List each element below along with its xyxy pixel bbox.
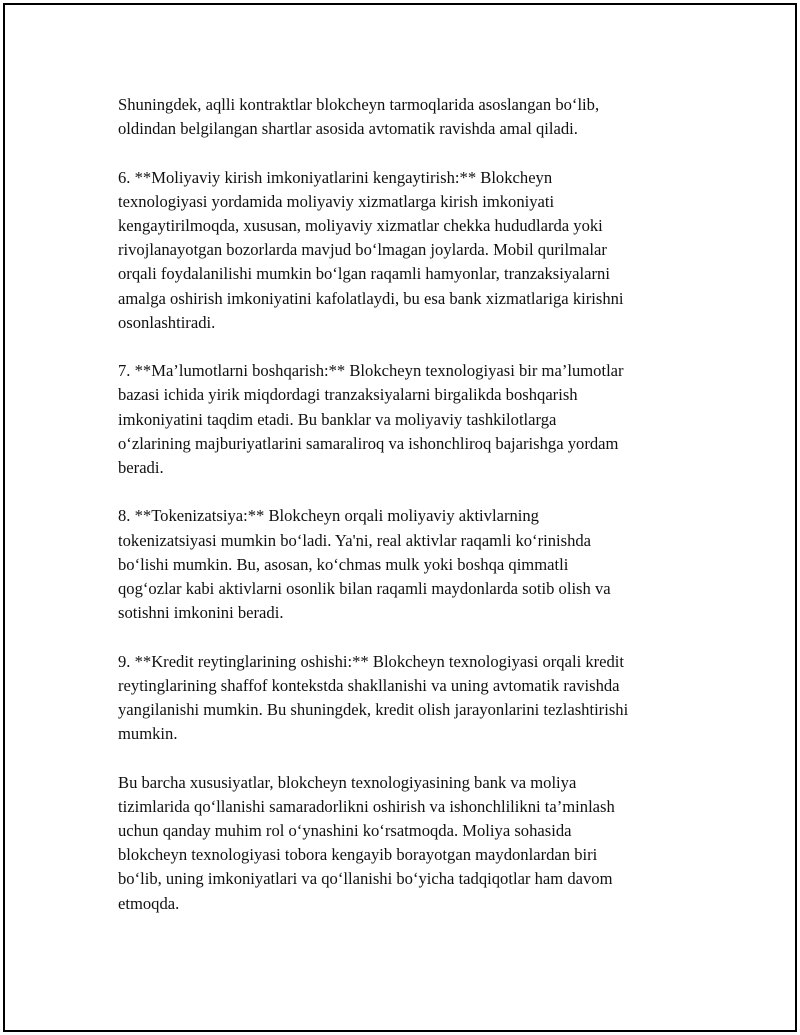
- paragraph-credit-ratings: 9. **Kredit reytinglarining oshishi:** Blokcheyn texnologiyasi orqali kredit reytinglarining shaffof kontekstda shakllanishi va uning avtomatik ravishda yangilanishi mumkin. Bu shuningdek, kredit olish jarayonlarini tezlashtirishi mumkin.: [118, 651, 629, 744]
- paragraph-smart-contracts: Shuningdek, aqlli kontraktlar blokcheyn tarmoqlarida asoslangan bo‘lib, oldindan belgilangan shartlar asosida avtomatik ravishda amal qiladi.: [118, 95, 600, 139]
- document-body: [118, 93, 698, 940]
- paragraph-data-management: 7. **Ma’lumotlarni boshqarish:** Blokcheyn texnologiyasi bir ma’lumotlar bazasi ichida yirik miqdordagi tranzaksiyalarni birgalikda boshqarish imkoniyatini taqdim etadi. Bu banklar va moliyaviy tashkilotlarga o‘zlarining majburiyatlarini samaraliroq va ishonchliroq bajarishga yordam beradi.: [118, 361, 624, 478]
- paragraph-conclusion: Bu barcha xususiyatlar, blokcheyn texnologiyasining bank va moliya tizimlarida qo‘llanishi samaradorlikni oshirish va ishonchlilikni ta’minlash uchun qanday muhim rol o‘ynashini ko‘rsatmoqda. Moliya sohasida blokcheyn texnologiyasi tobora kengayib borayotgan maydonlardan biri bo‘lib, uning imkoniyatlari va qo‘llanishi bo‘yicha tadqiqotlar ham davom etmoqda.: [118, 772, 615, 913]
- paragraph-tokenization: 8. **Tokenizatsiya:** Blokcheyn orqali moliyaviy aktivlarning tokenizatsiyasi mumkin bo‘ladi. Ya'ni, real aktivlar raqamli ko‘rinishda bo‘lishi mumkin. Bu, asosan, ko‘chmas mulk yoki boshqa qimmatli qog‘ozlar kabi aktivlarni osonlik bilan raqamli maydonlarda sotib olish va sotishni imkonini beradi.: [118, 506, 611, 623]
- paragraph-financial-inclusion: 6. **Moliyaviy kirish imkoniyatlarini kengaytirish:** Blokcheyn texnologiyasi yordamida moliyaviy xizmatlarga kirish imkoniyati kengaytirilmoqda, xususan, moliyaviy xizmatlar chekka hududlarda yoki rivojlanayotgan bozorlarda mavjud bo‘lmagan joylarda. Mobil qurilmalar orqali foydalanilishi mumkin bo‘lgan raqamli hamyonlar, tranzaksiyalarni amalga oshirish imkoniyatini kafolatlaydi, bu esa bank xizmatlariga kirishni osonlashtiradi.: [118, 167, 624, 332]
